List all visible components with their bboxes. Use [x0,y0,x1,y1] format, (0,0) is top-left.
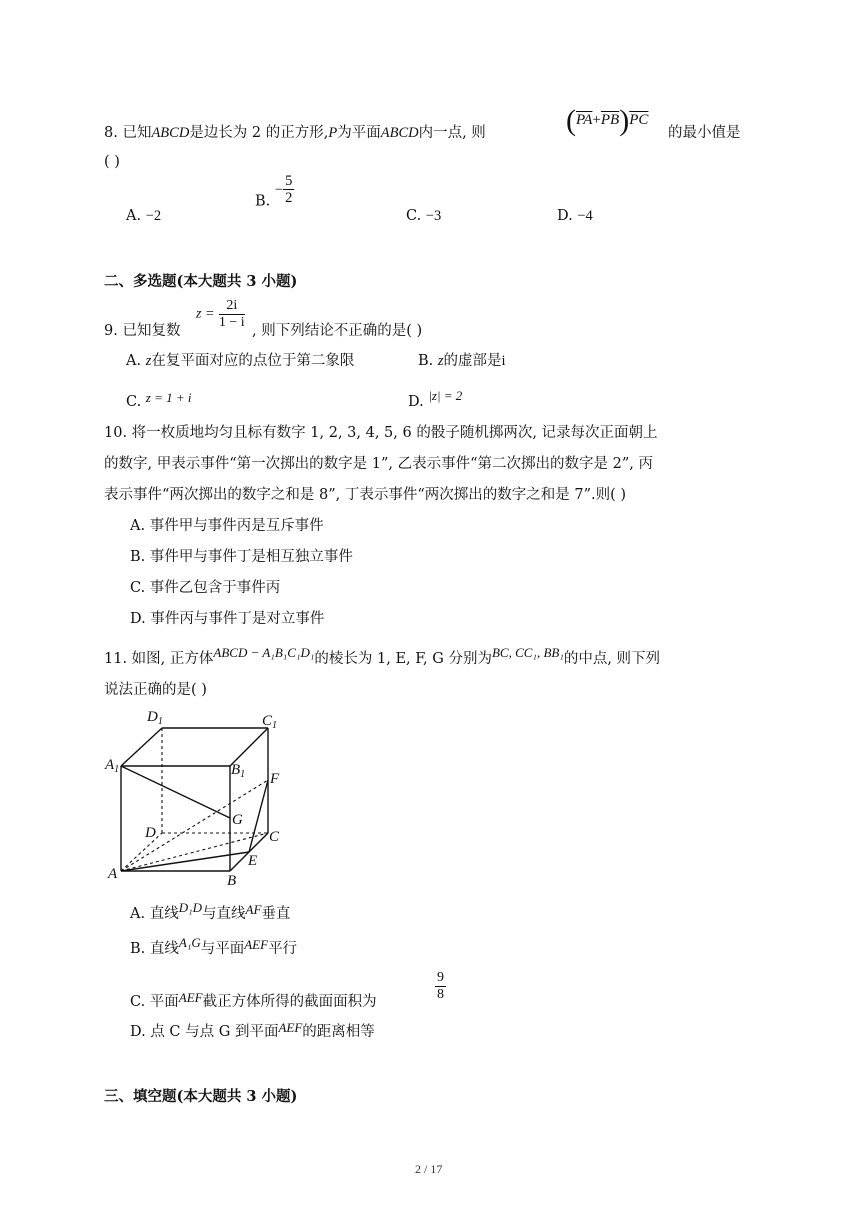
q11-stem: 11. 如图, 正方体ABCD − A₁B₁C₁D₁的棱长为 1, E, F, G 分别为BC, CC₁, BB₁的中点, 则下列 [104,645,661,667]
label-C: C [269,829,280,845]
q11-option-b[interactable]: B. 直线A₁G与平面AEF平行 [130,935,298,957]
q9-stem-end: , 则下列结论不正确的是( ) [252,323,423,339]
q10-option-a[interactable]: A. 事件甲与事件丙是互斥事件 [130,518,324,534]
q10-option-b[interactable]: B. 事件甲与事件丁是相互独立事件 [130,549,353,565]
section-heading-fill-in: 三、填空题(本大题共 3 小题) [104,1088,298,1105]
label-B: B [227,873,237,889]
q9-option-c[interactable]: C. z = 1 + i [126,390,192,410]
label-D: D [145,825,156,841]
section-heading-multi-choice: 二、多选题(本大题共 3 小题) [104,273,298,290]
q10-option-c[interactable]: C. 事件乙包含于事件丙 [130,580,281,596]
q8-vector-expression: $(\overline{PA}+\overline{PB})\overline{PC}$ [566,104,649,137]
label-B1: $B_1$ [231,762,246,780]
q9-fraction: z = $\frac{2i}{1 - i}$ [196,298,245,330]
q10-line-1: 10. 将一枚质地均匀且标有数字 1, 2, 3, 4, 5, 6 的骰子随机掷两次, 记录每次正面朝上 [104,425,658,441]
q8-option-c[interactable]: C. −3 [406,208,442,224]
q10-line-3: 表示事件“两次掷出的数字之和是 8”, 丁表示事件“两次掷出的数字之和是 7”.则( ) [104,487,627,503]
label-F: F [270,771,280,787]
label-A: A [108,866,118,882]
label-C1: $C_1$ [262,713,278,731]
q9-option-d[interactable]: D. |z| = 2 [408,388,463,410]
q11-option-c-fraction: $\frac{9}{8}$ [437,970,444,1002]
label-E: E [248,853,258,869]
q9-option-a[interactable]: A. z在复平面对应的点位于第二象限 [126,353,355,369]
q8-stem-end: 的最小值是 [668,125,741,141]
q10-option-d[interactable]: D. 事件丙与事件丁是对立事件 [130,611,325,627]
q9-stem: 9. 已知复数 [104,323,181,339]
label-G: G [232,812,243,828]
q11-option-a[interactable]: A. 直线D₁D与直线AF垂直 [130,900,291,922]
q8-option-a[interactable]: A. −2 [126,208,162,224]
q9-option-b[interactable]: B. z的虚部是i [418,353,506,369]
q11-stem-line-2: 说法正确的是( ) [104,682,207,698]
q11-option-c[interactable]: C. 平面AEF截正方体所得的截面面积为 [130,990,377,1010]
q8-option-b[interactable]: B. − $\frac{5}{2}$ [255,173,293,210]
q11-option-d[interactable]: D. 点 C 与点 G 到平面AEF的距离相等 [130,1020,375,1040]
page-number: 2 / 17 [415,1162,443,1176]
q8-answer-paren: ( ) [104,154,120,170]
label-D1: $D_1$ [147,709,163,727]
q10-line-2: 的数字, 甲表示事件“第一次掷出的数字是 1”, 乙表示事件“第二次掷出的数字是 2”, 丙 [104,456,653,472]
q8-option-d[interactable]: D. −4 [557,208,593,224]
label-A1: $A_1$ [105,757,120,775]
q8-stem: 8. 已知ABCD是边长为 2 的正方形,P为平面ABCD内一点, 则 [104,125,486,141]
cube-figure [100,703,300,893]
